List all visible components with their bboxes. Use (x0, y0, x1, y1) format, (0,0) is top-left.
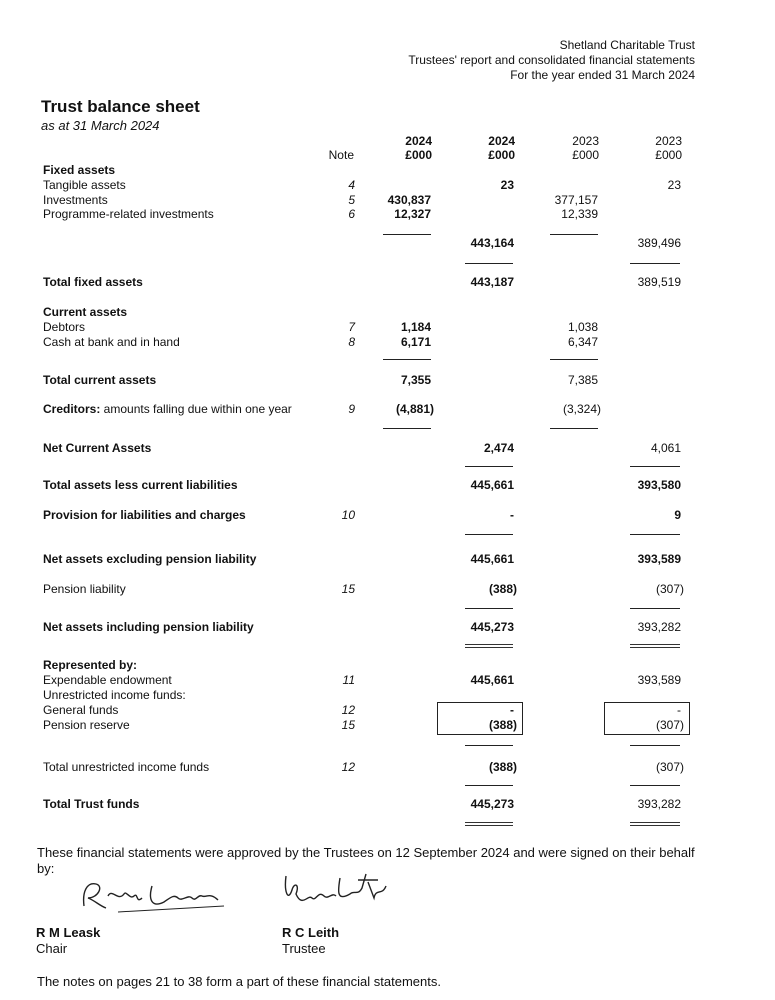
endowment-2024: 445,661 (470, 673, 514, 687)
pension-liability-note: 15 (341, 582, 355, 596)
total-fixed-assets-2024: 443,187 (470, 275, 514, 289)
debtors-2023: 1,038 (567, 320, 598, 334)
rule (465, 534, 513, 535)
creditors-label-rest: amounts falling due within one year (100, 402, 292, 416)
total-fixed-assets-2023: 389,519 (637, 275, 681, 289)
net-current-assets-label: Net Current Assets (43, 441, 152, 455)
net-assets-incl-2024: 445,273 (470, 620, 514, 634)
rule (465, 745, 513, 746)
rule (383, 234, 431, 235)
cash-2024: 6,171 (400, 335, 431, 349)
net-assets-incl-label: Net assets including pension liability (43, 620, 254, 634)
total-current-assets-label: Total current assets (43, 373, 157, 387)
tangible-assets-label: Tangible assets (43, 178, 126, 192)
endowment-2023: 393,589 (637, 673, 681, 687)
pension-reserve-note: 15 (341, 718, 355, 732)
pension-reserve-2024: (388) (488, 718, 517, 732)
general-funds-label: General funds (43, 703, 119, 717)
total-unrestricted-note: 12 (341, 760, 355, 774)
page-subtitle: as at 31 March 2024 (41, 118, 160, 133)
double-rule (630, 644, 680, 648)
pri-label: Programme-related investments (43, 207, 214, 221)
rule (383, 428, 431, 429)
header-org: Shetland Charitable Trust (559, 38, 695, 52)
rule (630, 745, 680, 746)
provision-2024: - (510, 508, 514, 522)
total-unrestricted-2023: (307) (655, 760, 684, 774)
investments-2023: 377,157 (554, 193, 598, 207)
col3-unit: £000 (572, 148, 599, 162)
creditors-note: 9 (348, 402, 355, 416)
net-assets-excl-2023: 393,589 (637, 552, 681, 566)
current-assets-heading: Current assets (43, 305, 128, 319)
approval-text: These financial statements were approved by the Trustees on 12 September 2024 and were signed on their behalf by: (37, 845, 695, 876)
investments-label: Investments (43, 193, 108, 207)
total-assets-less-2023: 393,580 (637, 478, 681, 492)
debtors-note: 7 (348, 320, 355, 334)
signatory-role-2: Trustee (282, 941, 326, 956)
net-current-assets-2024: 2,474 (483, 441, 514, 455)
provision-note: 10 (341, 508, 355, 522)
pension-liability-label: Pension liability (43, 582, 126, 596)
general-funds-2023: - (677, 703, 681, 717)
general-funds-note: 12 (341, 703, 355, 717)
col3-year: 2023 (572, 134, 599, 148)
creditors-2023: (3,324) (562, 402, 601, 416)
total-trust-funds-label: Total Trust funds (43, 797, 140, 811)
col-note-header: Note (328, 148, 354, 162)
endowment-note: 11 (342, 673, 355, 687)
double-rule (630, 822, 680, 826)
investments-2024: 430,837 (387, 193, 431, 207)
provision-2023: 9 (674, 508, 681, 522)
fixed-subtotal-2024: 443,164 (470, 236, 514, 250)
rule (465, 608, 513, 609)
total-current-assets-2024: 7,355 (400, 373, 431, 387)
signature-leith (278, 868, 398, 918)
pension-liability-2023: (307) (655, 582, 684, 596)
debtors-label: Debtors (43, 320, 86, 334)
general-funds-2024: - (510, 703, 514, 717)
pension-reserve-2023: (307) (655, 718, 684, 732)
signature-leask (78, 876, 228, 916)
pension-liability-2024: (388) (488, 582, 517, 596)
rule (465, 466, 513, 467)
total-trust-funds-2024: 445,273 (470, 797, 514, 811)
total-unrestricted-label: Total unrestricted income funds (43, 760, 210, 774)
rule (550, 359, 598, 360)
footer-note: The notes on pages 21 to 38 form a part of these financial statements. (37, 974, 441, 989)
fixed-subtotal-2023: 389,496 (637, 236, 681, 250)
header-period: For the year ended 31 March 2024 (510, 68, 695, 82)
net-assets-excl-label: Net assets excluding pension liability (43, 552, 257, 566)
double-rule (465, 822, 513, 826)
represented-heading: Represented by: (43, 658, 138, 672)
pri-2023: 12,339 (561, 207, 598, 221)
net-assets-excl-2024: 445,661 (470, 552, 514, 566)
cash-note: 8 (348, 335, 355, 349)
total-trust-funds-2023: 393,282 (637, 797, 681, 811)
pension-reserve-label: Pension reserve (43, 718, 130, 732)
tangible-assets-2024: 23 (500, 178, 514, 192)
col1-year: 2024 (405, 134, 432, 148)
col1-unit: £000 (405, 148, 432, 162)
debtors-2024: 1,184 (400, 320, 431, 334)
net-current-assets-2023: 4,061 (650, 441, 681, 455)
total-fixed-assets-label: Total fixed assets (43, 275, 143, 289)
header-report: Trustees' report and consolidated financial statements (408, 53, 695, 67)
provision-label: Provision for liabilities and charges (43, 508, 246, 522)
pri-note: 6 (348, 207, 355, 221)
signatory-name-1: R M Leask (36, 925, 101, 940)
rule (550, 428, 598, 429)
rule (465, 785, 513, 786)
total-assets-less-label: Total assets less current liabilities (43, 478, 238, 492)
col2-unit: £000 (488, 148, 515, 162)
page-title: Trust balance sheet (41, 97, 200, 116)
net-assets-incl-2023: 393,282 (637, 620, 681, 634)
rule (383, 359, 431, 360)
rule (630, 263, 680, 264)
total-current-assets-2023: 7,385 (567, 373, 598, 387)
creditors-label (43, 402, 292, 416)
rule (465, 263, 513, 264)
endowment-label: Expendable endowment (43, 673, 172, 687)
col2-year: 2024 (488, 134, 515, 148)
col4-unit: £000 (655, 148, 682, 162)
rule (630, 608, 680, 609)
creditors-label-bold: Creditors: (43, 402, 101, 416)
tangible-assets-note: 4 (348, 178, 355, 192)
rule (550, 234, 598, 235)
pri-2024: 12,327 (394, 207, 431, 221)
creditors-2024: (4,881) (395, 402, 434, 416)
rule (630, 534, 680, 535)
col4-year: 2023 (655, 134, 682, 148)
total-assets-less-2024: 445,661 (470, 478, 514, 492)
total-unrestricted-2024: (388) (488, 760, 517, 774)
investments-note: 5 (348, 193, 355, 207)
cash-2023: 6,347 (567, 335, 598, 349)
tangible-assets-2023: 23 (667, 178, 681, 192)
cash-label: Cash at bank and in hand (43, 335, 180, 349)
signatory-name-2: R C Leith (282, 925, 340, 940)
rule (630, 466, 680, 467)
fixed-assets-heading: Fixed assets (43, 163, 116, 177)
unrestricted-label: Unrestricted income funds: (43, 688, 186, 702)
rule (630, 785, 680, 786)
double-rule (465, 644, 513, 648)
signatory-role-1: Chair (36, 941, 68, 956)
